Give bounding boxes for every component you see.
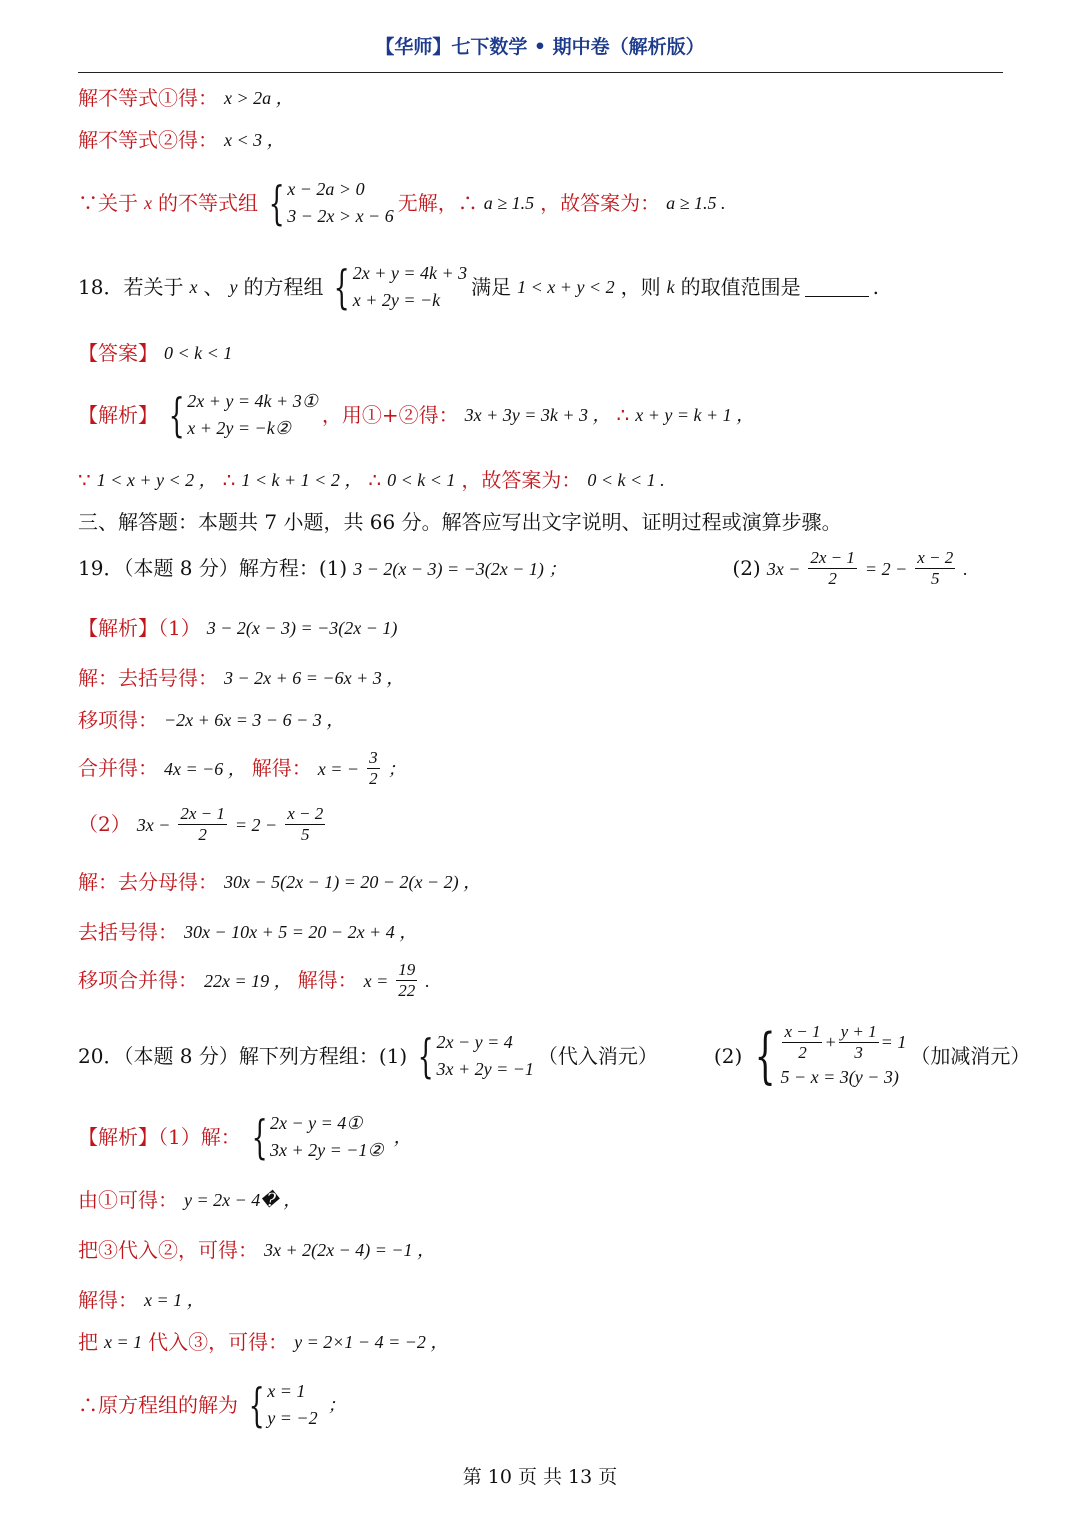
math: 3x −: [766, 558, 801, 579]
text: 由①可得：: [78, 1188, 178, 1212]
analysis-19-step: [78, 748, 412, 790]
analysis-19-part1: [78, 616, 403, 641]
numerator: 19: [396, 960, 417, 981]
math: 3 − 2(x − 3) = −3(2x − 1) ；: [353, 558, 567, 579]
denominator: 2: [828, 569, 837, 589]
math: x > 2a ，: [224, 88, 294, 109]
text: 解得：: [251, 756, 312, 781]
math: 0 < k < 1 .: [587, 470, 665, 491]
fraction: [396, 960, 417, 1002]
system-row: 3x + 2y = −1②: [270, 1140, 384, 1160]
fraction: [367, 748, 380, 790]
analysis-label: 【解析】（1）: [78, 616, 201, 640]
math: a ≥ 1.5 .: [666, 192, 726, 213]
text: ∵: [78, 468, 91, 492]
text: 解得：: [297, 968, 358, 993]
math: = 2 −: [864, 558, 908, 579]
question-19: [78, 548, 974, 590]
system-row: 2x − y = 4: [436, 1032, 513, 1053]
inequality-system: [262, 176, 394, 230]
analysis-label: 【解析】: [78, 402, 158, 427]
answer-18: [78, 341, 238, 366]
analysis-20-step: [78, 1238, 441, 1263]
text: ∴: [616, 402, 630, 427]
fraction: [178, 804, 227, 846]
math: 0 < k < 1: [387, 470, 456, 491]
text: 合并得：: [78, 756, 158, 781]
text: ∴原方程组的解为: [78, 1392, 238, 1417]
system-row: 2x + y = 4k + 3: [352, 263, 468, 283]
brace: {: [334, 260, 351, 314]
math: ，: [393, 1126, 412, 1147]
fraction: [915, 548, 955, 590]
system-row: 2x + y = 4k + 3①: [187, 391, 318, 411]
math: x =: [363, 970, 389, 991]
text: 的不等式组: [158, 190, 258, 215]
math: 3 − 2(x − 3) = −3(2x − 1): [206, 618, 398, 639]
line-solve-ineq-2: [78, 128, 291, 153]
text: ，用①+②得：: [321, 402, 459, 427]
section-3-heading: 三、解答题：本题共 7 小题，共 66 分。解答应写出文字说明、证明过程或演算步骤。: [78, 510, 842, 534]
math: 30x − 10x + 5 = 20 − 2x + 4 ，: [184, 922, 418, 943]
brace: {: [754, 1021, 776, 1092]
text: 的取值范围是: [680, 274, 801, 299]
system-rows: [780, 1022, 906, 1091]
text: 把③代入②，可得：: [78, 1238, 258, 1262]
analysis-19-step: [78, 960, 436, 1002]
system-rows: [353, 260, 467, 314]
numerator: y + 1: [839, 1022, 879, 1043]
analysis-20-result: [78, 1378, 352, 1432]
math: y: [229, 276, 238, 297]
text: 代入③，可得：: [148, 1330, 289, 1354]
analysis-20-step: [78, 1330, 454, 1355]
text: （加减消元）: [910, 1043, 1031, 1068]
text: ，则: [620, 274, 661, 299]
math: 3x −: [136, 814, 171, 835]
numerator: x − 2: [285, 804, 325, 825]
brace: {: [168, 388, 185, 442]
text: 解：去括号得：: [78, 666, 218, 690]
system-row: 3x + 2y = −1: [436, 1059, 534, 1080]
text: (2): [732, 556, 761, 581]
text: ，故答案为：: [540, 190, 661, 215]
text: ∵关于: [78, 190, 138, 215]
equation-system: [327, 260, 467, 314]
text: 解得：: [78, 1288, 138, 1312]
text: （代入消元）: [537, 1043, 658, 1068]
text: 解不等式②得：: [78, 128, 218, 152]
system-rows: [270, 1110, 384, 1164]
equation-system: [411, 1029, 534, 1083]
analysis-19-step: [78, 870, 487, 895]
numerator: 2x − 1: [178, 804, 227, 825]
text: 把: [78, 1330, 98, 1354]
math: x: [144, 192, 152, 213]
system-row: 3 − 2x > x − 6: [287, 206, 394, 226]
math: x = −: [317, 758, 360, 779]
fraction: [808, 548, 857, 590]
math: a ≥ 1.5: [483, 192, 535, 213]
system-row: 5 − x = 3(y − 3): [780, 1066, 899, 1087]
math: 1 < k + 1 < 2 ，: [241, 470, 363, 491]
math: x < 3 ，: [224, 130, 285, 151]
math: ；: [327, 1394, 346, 1415]
question-20: [78, 1022, 1030, 1091]
math: 3 − 2x + 6 = −6x + 3 ，: [224, 668, 405, 689]
math: 3x + 2(2x − 4) = −1 ，: [264, 1240, 436, 1261]
answer-label: 【答案】: [78, 341, 158, 365]
numerator: x − 1: [782, 1022, 822, 1043]
text: 去括号得：: [78, 920, 178, 944]
system-row: [780, 1022, 906, 1064]
text: 的方程组: [243, 274, 324, 299]
denominator: 22: [398, 981, 416, 1001]
solution-system: [242, 1378, 318, 1432]
math: = 2 −: [234, 814, 278, 835]
math: 0 < k < 1: [164, 343, 233, 364]
math: ；: [387, 758, 406, 779]
brace: {: [417, 1029, 434, 1084]
text: 移项得：: [78, 708, 158, 732]
analysis-19-step: [78, 666, 410, 691]
header-rule: [78, 72, 1003, 73]
numerator: x − 2: [915, 548, 955, 569]
math: 3x + 3y = 3k + 3 ，: [464, 404, 611, 425]
system-rows: [187, 388, 318, 442]
text: ∴: [222, 468, 236, 492]
system-row: y = −2: [267, 1408, 318, 1428]
plus: +: [824, 1032, 837, 1053]
system-rows: [437, 1029, 534, 1083]
math: k: [666, 276, 675, 297]
system-row: 2x − y = 4①: [270, 1113, 363, 1133]
page-header-title: 【华师】七下数学 • 期中卷（解析版）: [375, 36, 705, 58]
equation-system: [245, 1110, 384, 1164]
system-row: x − 2a > 0: [287, 179, 365, 199]
math: 1 < x + y < 2: [517, 276, 615, 297]
math: −2x + 6x = 3 − 6 − 3 ，: [164, 710, 345, 731]
analysis-20-step: [78, 1288, 211, 1313]
denominator: 2: [369, 769, 378, 789]
question-18: [78, 260, 879, 314]
denominator: 2: [198, 825, 207, 845]
math: .: [425, 970, 430, 991]
brace: {: [268, 176, 285, 230]
answer-blank: [805, 278, 869, 297]
brace: {: [248, 1378, 265, 1432]
math: .: [963, 558, 968, 579]
text: 移项合并得：: [78, 968, 198, 993]
line-solve-ineq-1: [78, 86, 300, 111]
math: 22x = 19 ，: [204, 970, 292, 991]
analysis-19-step: [78, 708, 350, 733]
math: 30x − 5(2x − 1) = 20 − 2(x − 2) ，: [224, 872, 482, 893]
system-row: x + 2y = −k: [352, 290, 441, 310]
fraction: [285, 804, 325, 846]
text: (2): [713, 1043, 743, 1068]
denominator: 2: [798, 1043, 807, 1063]
fraction: [839, 1022, 879, 1064]
math: x + y = k + 1 ，: [635, 404, 755, 425]
line-no-solution: [78, 176, 731, 230]
math: 1 < x + y < 2 ，: [96, 470, 217, 491]
text: 满足: [471, 274, 512, 299]
math: x = 1: [104, 1332, 143, 1353]
analysis-18-conclusion: [78, 468, 671, 493]
denominator: 5: [930, 569, 940, 589]
analysis-19-step: [78, 920, 423, 945]
text: ，故答案为：: [461, 468, 582, 492]
system-rows: [267, 1378, 317, 1432]
denominator: 3: [854, 1043, 863, 1063]
equals: = 1: [880, 1032, 907, 1053]
text: 、: [203, 274, 224, 299]
analysis-label: 【解析】（1）解：: [78, 1124, 241, 1149]
text: 19．（本题 8 分）解方程：(1): [78, 556, 348, 581]
page-number: 第 10 页 共 13 页: [462, 1466, 618, 1488]
math: 4x = −6 ，: [164, 758, 246, 779]
fraction: [782, 1022, 822, 1064]
equation-system: [162, 388, 318, 442]
math: y = 2x − 4� ，: [184, 1190, 302, 1211]
text: 解：去分母得：: [78, 870, 218, 894]
math: y = 2×1 − 4 = −2 ，: [294, 1332, 449, 1353]
analysis-20-step: [78, 1188, 307, 1213]
text: .: [872, 274, 879, 299]
text: 解不等式①得：: [78, 86, 218, 110]
math: x: [189, 276, 198, 297]
analysis-19-part2: [78, 804, 327, 846]
system-row: x + 2y = −k②: [187, 418, 291, 438]
text: 20．（本题 8 分）解下列方程组：(1): [78, 1043, 408, 1068]
analysis-20: [78, 1110, 418, 1164]
system-rows: [287, 176, 393, 230]
numerator: 3: [367, 748, 380, 769]
text: ∴: [368, 468, 382, 492]
text: 18．若关于: [78, 274, 184, 299]
brace: {: [251, 1110, 268, 1164]
text: （2）: [78, 812, 131, 837]
denominator: 5: [300, 825, 310, 845]
numerator: 2x − 1: [808, 548, 857, 569]
text: 无解，∴: [397, 190, 478, 215]
math: x = 1 ，: [144, 1290, 205, 1311]
analysis-18: [78, 388, 760, 442]
equation-system: [746, 1022, 906, 1091]
system-row: x = 1: [267, 1381, 306, 1401]
